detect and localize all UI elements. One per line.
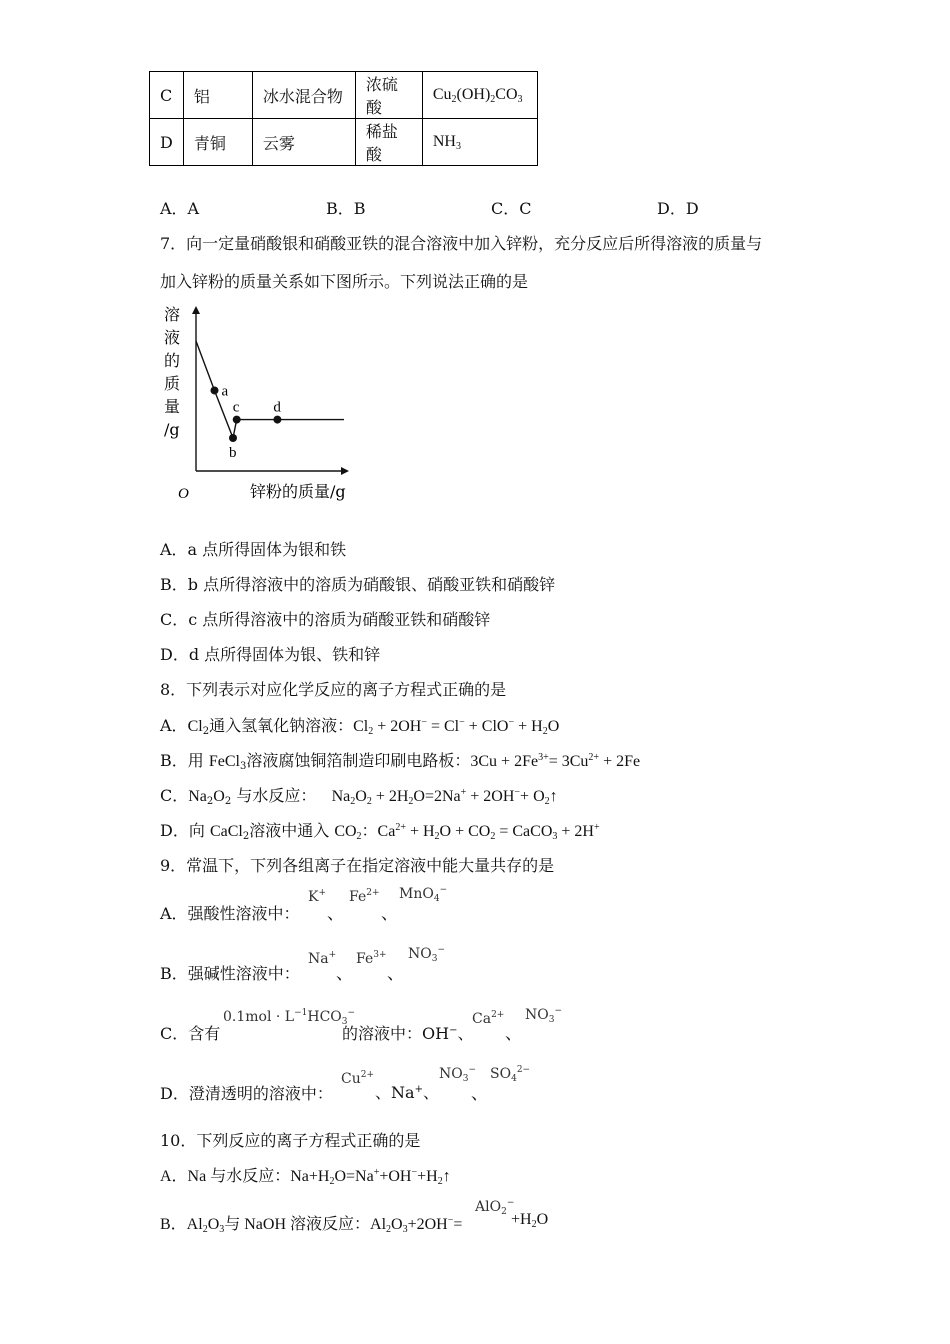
q6-option-d[interactable]: D．D	[657, 199, 699, 218]
ion-na: Na+	[308, 950, 337, 967]
q7-option-a[interactable]: A．a 点所得固体为银和铁	[160, 540, 347, 559]
q9-option-b[interactable]: B．强碱性溶液中：	[160, 964, 300, 983]
q9-option-a[interactable]: A．强酸性溶液中：	[160, 904, 300, 923]
table-cell: D	[150, 119, 184, 166]
table-cell: 铝	[183, 72, 252, 119]
q9-option-c-prefix[interactable]: C．含有	[160, 1024, 221, 1043]
q7-chart	[150, 300, 370, 505]
y-axis-label-char: /g	[164, 420, 180, 439]
table-cell: 云雾	[252, 119, 355, 166]
table-cell: $Cu_2(OH)_2CO_3$	[422, 72, 537, 119]
point-a	[211, 386, 219, 394]
concentration-label: $0.1mol \cdot L^{-1}HCO_3^-$	[223, 1008, 356, 1027]
separator: 、	[381, 904, 398, 924]
q7-stem-line2: 加入锌粉的质量关系如下图所示。下列说法正确的是	[160, 272, 529, 291]
table-cell: $NH_3$	[422, 119, 537, 166]
q7-stem-line1: 7．向一定量硝酸银和硝酸亚铁的混合溶液中加入锌粉，充分反应后所得溶液的质量与	[160, 234, 763, 253]
point-c	[233, 416, 241, 424]
q8-option-b[interactable]: B．用 FeCl$_3$溶液腐蚀铜箔制造印刷电路板：$3Cu + 2Fe^{3+}= 3Cu^{2+} + 2Fe$	[160, 751, 641, 772]
x-axis-label: 锌粉的质量/g	[250, 482, 346, 501]
ion-so4: $SO_4^{2-}$	[490, 1065, 531, 1084]
q7-option-b[interactable]: B．b 点所得溶液中的溶质为硝酸银、硝酸亚铁和硝酸锌	[160, 575, 556, 594]
separator: 、	[505, 1024, 522, 1044]
q8-stem: 8．下列表示对应化学反应的离子方程式正确的是	[160, 680, 507, 699]
table-cell: 稀盐酸	[355, 119, 422, 166]
ion-no3: $NO_3^-$	[408, 945, 446, 964]
q10-option-b-tail: $+H_2O$	[511, 1211, 549, 1230]
q8-option-c[interactable]: C．$Na_2O_2$ 与水反应： $Na_2O_2 + 2H_2O=2Na^+ + 2OH^-+$ $O_2↑$	[160, 786, 558, 807]
ion-fe2: $Fe^{2+}$	[349, 888, 380, 905]
y-axis-label-char: 溶	[164, 305, 181, 324]
point-label-b: b	[229, 445, 237, 461]
separator: 、	[327, 904, 344, 924]
origin-label: O	[178, 486, 189, 502]
table-cell: 青铜	[183, 119, 252, 166]
q10-option-b[interactable]: B．$Al_2O_3$与 NaOH 溶液反应：$Al_2O_3+2OH^-=$	[160, 1215, 463, 1235]
chart-svg	[150, 300, 370, 505]
q9-option-d[interactable]: D．澄清透明的溶液中：	[160, 1084, 333, 1103]
ion-ca: $Ca^{2+}$	[472, 1010, 505, 1027]
y-axis-label-char: 量	[164, 397, 181, 416]
y-axis-label-char: 液	[164, 328, 181, 347]
point-d	[273, 416, 281, 424]
ion-mno4: MnO$_4$−	[399, 885, 448, 904]
q8-option-d[interactable]: D．向 CaCl$_2$溶液中通入 $CO_2$：$Ca^{2+} + H_2O + CO_2$ = CaCO$_3$ + 2H+	[160, 821, 600, 842]
q8-option-a[interactable]: A．$Cl_2$通入氢氧化钠溶液：$Cl_2 + 2OH^- = Cl^- + ClO^- + H_2O$	[160, 716, 560, 737]
q6-option-c[interactable]: C．C	[491, 199, 532, 218]
ion-alo2: AlO$_2$−	[475, 1198, 515, 1217]
separator: 、	[471, 1084, 488, 1104]
ion-fe3: $Fe^{3+}$	[356, 950, 387, 967]
point-label-d: d	[273, 399, 281, 416]
q9-stem: 9．常温下，下列各组离子在指定溶液中能大量共存的是	[160, 856, 555, 875]
table-row	[150, 119, 538, 166]
y-axis-label-char: 的	[164, 351, 181, 370]
q10-stem: 10．下列反应的离子方程式正确的是	[160, 1131, 421, 1150]
table-cell: 浓硫酸	[355, 72, 422, 119]
y-axis-label	[164, 305, 180, 439]
ion-k: K+	[308, 888, 327, 905]
y-axis-label-char: 质	[164, 374, 181, 393]
separator: 、	[336, 964, 353, 984]
point-b	[229, 434, 237, 442]
q9-option-c-text[interactable]: 的溶液中：OH−、	[342, 1024, 474, 1043]
point-label-c: c	[232, 399, 240, 416]
point-label-a: a	[221, 383, 229, 400]
q6-option-b[interactable]: B．B	[326, 199, 366, 218]
options-table	[149, 71, 538, 166]
q6-option-a[interactable]: A．A	[160, 199, 200, 218]
ion-no3: $NO_3^-$	[525, 1006, 563, 1025]
table-cell: C	[150, 72, 184, 119]
q7-option-c[interactable]: C．c 点所得溶液中的溶质为硝酸亚铁和硝酸锌	[160, 610, 491, 629]
q7-option-d[interactable]: D．d 点所得固体为银、铁和锌	[160, 645, 381, 664]
table-row	[150, 72, 538, 119]
q10-option-a[interactable]: A．Na 与水反应：$Na+H_2O=Na^++OH^-+H_2↑$	[160, 1167, 451, 1187]
ion-cu: $Cu^{2+}$	[341, 1070, 375, 1087]
ion-no3: $NO_3^-$	[439, 1065, 477, 1084]
ion-na-text: 、Na+、	[375, 1083, 439, 1102]
table-cell: 冰水混合物	[252, 72, 355, 119]
separator: 、	[387, 964, 404, 984]
